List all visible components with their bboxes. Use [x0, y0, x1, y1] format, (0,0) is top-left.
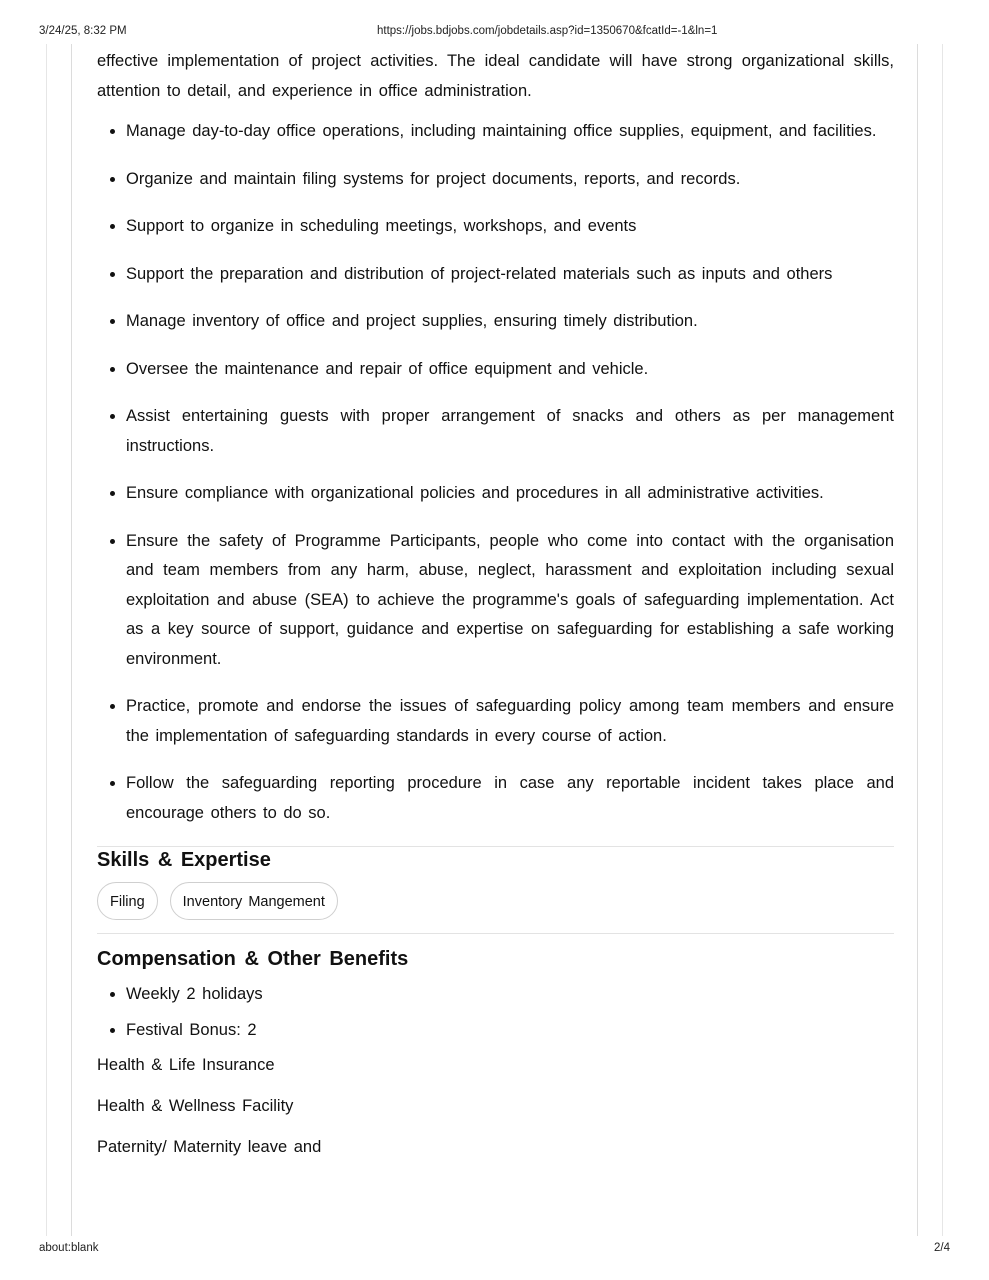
- print-header: [0, 25, 989, 41]
- benefit-item: • Festival Bonus: 2: [126, 1016, 894, 1046]
- skills-title: Skills & Expertise: [97, 849, 271, 871]
- frame-line-inner-left: [71, 44, 72, 1236]
- responsibility-item: • Practice, promote and endorse the issues of safeguarding policy among team members and ensure the implementation of safeguarding standards in every course of action.: [126, 692, 894, 751]
- responsibility-item: • Ensure compliance with organizational policies and procedures in all administrative activities.: [126, 479, 894, 509]
- skill-tag-inventory[interactable]: Inventory Mangement: [170, 882, 338, 920]
- job-intro-text: effective implementation of project activities. The ideal candidate will have strong organizational skills, attention to detail, and experience in office administration.: [97, 52, 894, 100]
- responsibility-item: • Oversee the maintenance and repair of office equipment and vehicle.: [126, 355, 894, 385]
- responsibility-item: • Support to organize in scheduling meetings, workshops, and events: [126, 212, 894, 242]
- compensation-section: [97, 947, 894, 1163]
- skill-tag-filing[interactable]: Filing: [97, 882, 158, 920]
- responsibility-item: • Manage day-to-day office operations, including maintaining office supplies, equipment, and facilities.: [126, 117, 894, 147]
- compensation-title: Compensation & Other Benefits: [97, 948, 409, 970]
- responsibility-item: • Support the preparation and distribution of project-related materials such as inputs and others: [126, 260, 894, 290]
- skills-section: [97, 846, 894, 934]
- responsibility-item: • Assist entertaining guests with proper arrangement of snacks and others as per management instructions.: [126, 402, 894, 461]
- job-details-content: [97, 47, 894, 1174]
- skills-tag-list: [97, 882, 894, 920]
- frame-line-inner-right: [917, 44, 918, 1236]
- responsibilities-list: [97, 117, 894, 828]
- benefits-list: [97, 980, 894, 1045]
- benefit-item: • Weekly 2 holidays: [126, 980, 894, 1010]
- frame-line-outer-left: [46, 44, 47, 1236]
- responsibility-item: • Organize and maintain filing systems for project documents, reports, and records.: [126, 165, 894, 195]
- extra-benefit-item: Health & Wellness Facility: [97, 1097, 294, 1115]
- page-number: 2/4: [934, 1242, 950, 1254]
- print-source: about:blank: [39, 1242, 99, 1254]
- responsibility-item: • Follow the safeguarding reporting procedure in case any reportable incident takes place and encourage others to do so.: [126, 769, 894, 828]
- section-divider: [97, 933, 894, 934]
- responsibility-item: • Manage inventory of office and project supplies, ensuring timely distribution.: [126, 307, 894, 337]
- extra-benefit-item: Health & Life Insurance: [97, 1056, 275, 1074]
- print-footer: [0, 1242, 989, 1258]
- section-divider: [97, 846, 894, 847]
- frame-line-outer-right: [942, 44, 943, 1236]
- print-url: https://jobs.bdjobs.com/jobdetails.asp?id=1350670&fcatId=-1&ln=1: [377, 25, 718, 37]
- print-datetime: 3/24/25, 8:32 PM: [39, 25, 127, 37]
- extra-benefit-item: Paternity/ Maternity leave and: [97, 1138, 322, 1156]
- extra-benefits-list: [97, 1051, 894, 1163]
- responsibility-item: • Ensure the safety of Programme Participants, people who come into contact with the organisation and team members from any harm, abuse, neglect, harassment and exploitation including sexual exploitation and abuse (SEA) to achieve the programme's goals of safeguarding implementation. Act as a key source of support, guidance and expertise on safeguarding for establishing a safe working environment.: [126, 527, 894, 675]
